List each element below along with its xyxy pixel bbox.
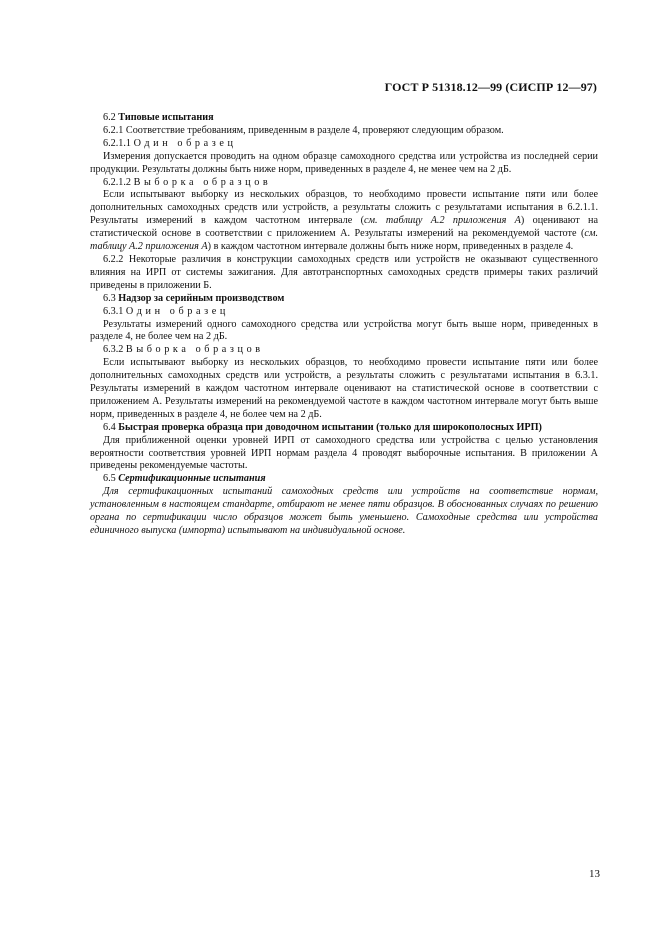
section-6-2-1-1-heading (90, 138, 598, 151)
document-body (90, 112, 598, 538)
section-title: Надзор за серийным производством (118, 292, 285, 304)
page-number: 13 (589, 868, 600, 880)
section-6-3-1-heading (90, 306, 598, 319)
section-6-4-heading (90, 422, 598, 435)
table-reference: см. таблицу А.2 приложения А (90, 228, 598, 253)
section-number: 6.5 (103, 473, 119, 485)
section-number: 6.4 (103, 421, 119, 433)
document-header: ГОСТ Р 51318.12—99 (СИСПР 12—97) (384, 80, 597, 94)
text-run: Если испытывают выборку из нескольких образцов, то необходимо провести испытание пяти или более дополнительных самоходных средств или устройств, а результаты сложить с результатами испытания в 6.2.1.1. Результаты измерений в каждом частотном интервале ( (90, 189, 598, 227)
section-6-5-heading (90, 473, 598, 486)
section-number: 6.3.1 (103, 305, 126, 317)
table-reference: см. таблицу А.2 приложения А (364, 215, 521, 227)
section-title: Выборка образцов (125, 344, 264, 356)
paragraph-6-2-1: 6.2.1 Соответствие требованиям, приведенным в разделе 4, проверяют следующим образом. (103, 124, 504, 136)
paragraph-6-3-2: Если испытывают выборку из нескольких образцов, то необходимо провести испытание пяти или более дополнительных самоходных средств или устройств, а результаты сложить с результатами испытания в 6.3.1. Результаты измерений в каждом частотном интервале оценивают на статистической основе в соответствии с приложением А. Результаты измерений на рекомендуемой частоте в каждом частотном интервале могут быть выше норм, приведенных в разделе 4, не более чем на 2 дБ. (90, 357, 598, 420)
section-6-2-heading (90, 112, 598, 125)
paragraph-6-3-1: Результаты измерений одного самоходного средства или устройства могут быть выше норм, приведенных в разделе 4, не более чем на 2 дБ. (90, 318, 598, 343)
paragraph-6-2-2: 6.2.2 Некоторые различия в конструкции самоходных средств или устройств не оказывают существенного влияния на ИРП от системы зажигания. Для автотранспортных самоходных средств примеры таких различий приведены в приложении Б. (90, 253, 598, 291)
section-6-3-2-heading (90, 344, 598, 357)
section-number: 6.3.2 (103, 344, 126, 356)
section-title: Сертификационные испытания (118, 473, 266, 485)
paragraph-6-2-1-1: Измерения допускается проводить на одном образце самоходного средства или устройства из последней серии продукции. Результаты должны быть ниже норм, приведенных в разделе 4, не менее чем на 2 дБ. (90, 150, 598, 175)
section-number: 6.3 (103, 292, 119, 304)
section-number: 6.2.1.1 (103, 137, 134, 149)
paragraph-6-5 (90, 486, 598, 538)
paragraph-6-2-1-2 (90, 189, 598, 254)
section-title: Выборка образцов (133, 176, 272, 188)
section-title: Один образец (125, 305, 229, 317)
text-run: ) в каждом частотном интервале должны быть ниже норм, приведенных в разделе 4. (207, 241, 574, 253)
section-6-2-1-2-heading (90, 177, 598, 190)
section-number: 6.2 (103, 112, 119, 123)
section-title: Один образец (133, 137, 237, 149)
section-title: Быстрая проверка образца при доводочном испытании (только для широкополосных ИРП) (118, 421, 542, 433)
section-title: Типовые испытания (118, 112, 214, 123)
section-number: 6.2.1.2 (103, 176, 134, 188)
section-6-3-heading (90, 293, 598, 306)
text-run: ) оценивают на статистической основе в соответствии с приложением А. Результаты измерений на рекомендуемой частоте ( (90, 215, 598, 240)
paragraph-6-4: Для приближенной оценки уровней ИРП от самоходного средства или устройства с целью установления вероятности соответствия уровней ИРП нормам раздела 4 проводят выборочные испытания. В приложении А приведены рекомендуемые частоты. (90, 434, 598, 472)
italic-text: Для сертификационных испытаний самоходных средств или устройств на соответствие нормам, установленным в настоящем стандарте, отбирают не менее пяти образцов. В обоснованных случаях по решению органа по сертификации число образцов может быть уменьшено. Самоходные средства или устройства единичного выпуска (импорта) испытывают на индивидуальной основе. (90, 486, 598, 536)
